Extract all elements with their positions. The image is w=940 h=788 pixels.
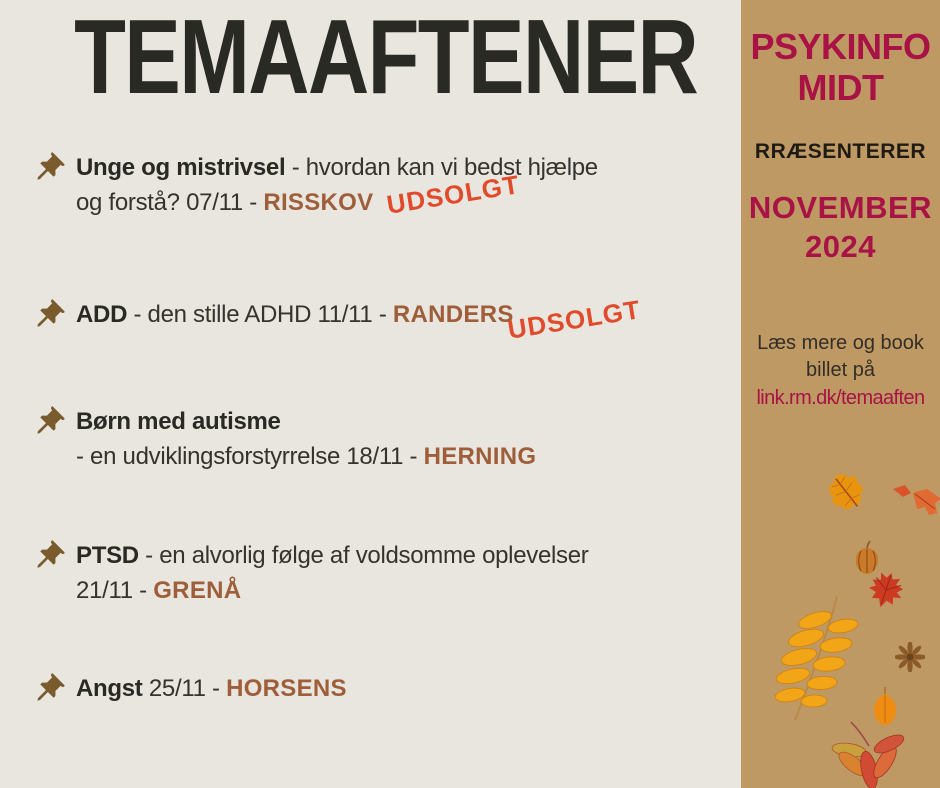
event-add bbox=[30, 294, 730, 345]
event-angst bbox=[30, 671, 730, 706]
month-label bbox=[741, 188, 940, 266]
soldout-badge: UDSOLGT bbox=[505, 294, 643, 345]
rowan-leaf-icon bbox=[773, 594, 859, 726]
brand-line2: MIDT bbox=[797, 67, 884, 108]
presents-label: RRÆSENTERER bbox=[754, 140, 927, 163]
event-location: HERNING bbox=[423, 443, 537, 470]
pushpin-icon bbox=[30, 539, 66, 575]
event-description: - en udviklingsforstyrrelse 18/11 - bbox=[76, 443, 424, 470]
event-description: - hvordan kan vi bedst hjælpe bbox=[285, 154, 598, 181]
event-text bbox=[76, 538, 730, 608]
event-title: Unge og mistrivsel bbox=[76, 154, 286, 181]
event-text bbox=[76, 671, 730, 706]
event-location: GRENÅ bbox=[153, 577, 242, 604]
sidebar bbox=[741, 0, 940, 788]
event-date-line: 25/11 - bbox=[142, 675, 227, 702]
maple-leaf-icon bbox=[861, 571, 911, 609]
event-date-line: og forstå? 07/11 - bbox=[76, 189, 264, 216]
event-description: - en alvorlig følge af voldsomme oplevelser bbox=[138, 542, 589, 569]
event-title: ADD bbox=[76, 301, 128, 328]
event-date-line: 21/11 - bbox=[76, 577, 154, 604]
creeper-leaf-icon bbox=[829, 716, 913, 788]
pushpin-icon bbox=[30, 672, 66, 708]
brand-line1: PSYKINFO bbox=[750, 26, 931, 67]
cta-line2: billet på bbox=[806, 359, 875, 381]
event-ptsd bbox=[30, 538, 730, 608]
pushpin-icon bbox=[30, 405, 66, 441]
red-corner-leaf-icon bbox=[891, 483, 940, 517]
event-title: PTSD bbox=[76, 542, 139, 569]
event-title: Angst bbox=[76, 675, 143, 702]
month-line1: NOVEMBER bbox=[748, 190, 933, 225]
star-anise-icon bbox=[895, 642, 925, 672]
soldout-badge: UDSOLGT bbox=[384, 169, 522, 220]
cta-line1: Læs mere og book bbox=[757, 332, 924, 354]
pushpin-icon bbox=[30, 298, 66, 334]
oak-leaf-icon bbox=[821, 470, 873, 516]
event-text bbox=[76, 404, 730, 474]
pushpin-icon bbox=[30, 151, 66, 187]
event-location: RISSKOV bbox=[263, 189, 374, 216]
event-location: HORSENS bbox=[226, 675, 347, 702]
event-boern-med-autisme bbox=[30, 404, 730, 474]
event-location: RANDERS bbox=[392, 301, 514, 328]
month-line2: 2024 bbox=[805, 229, 876, 264]
booking-link[interactable]: link.rm.dk/temaaften bbox=[756, 387, 925, 409]
brand-logo bbox=[741, 26, 940, 108]
event-title: Børn med autisme bbox=[76, 408, 281, 435]
event-description: - den stille ADHD 11/11 - bbox=[127, 301, 393, 328]
poster-title: TEMAAFTENER bbox=[74, 0, 698, 116]
event-unge-og-mistrivsel bbox=[30, 150, 730, 220]
cta-text bbox=[741, 330, 940, 384]
